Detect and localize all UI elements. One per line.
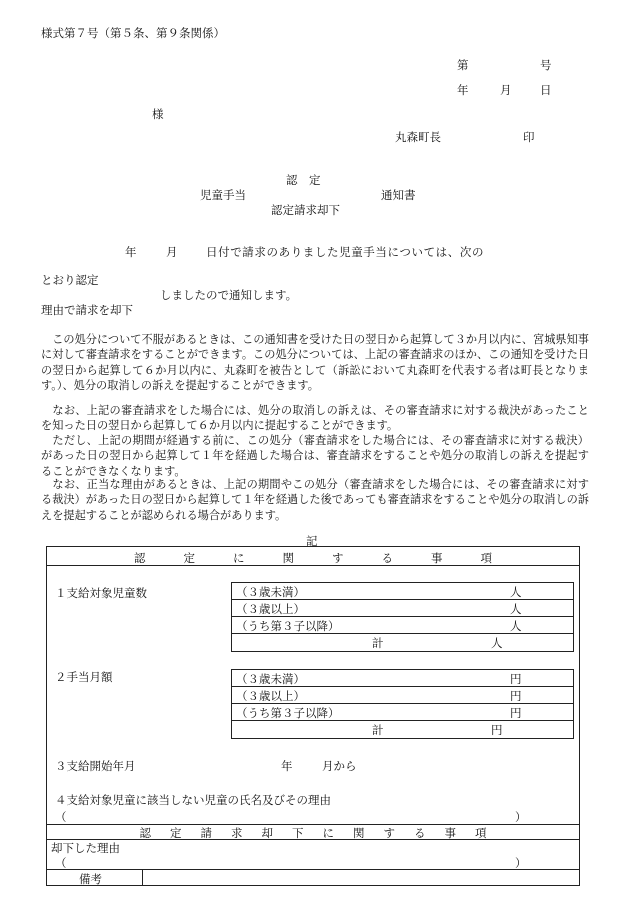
notice-paragraph: ただし、上記の期間が経過する前に、この処分（審査請求をした場合には、その審査請求に対する裁決）があった日の翌日から起算して１年を経過した場合は、審査請求をすることや処分の取消しの訴えを提起することができなくなります。 <box>41 434 589 478</box>
intro-text: 日付で請求のありました児童手当については、次の <box>206 245 485 259</box>
form-number: 様式第７号（第５条、第９条関係） <box>41 26 225 40</box>
intro-option-reject: 理由で請求を却下 <box>41 303 133 317</box>
title-prefix: 児童手当 <box>200 188 246 202</box>
header-char: る <box>381 551 393 565</box>
addressee-suffix: 様 <box>152 107 164 121</box>
header-char: 認 <box>139 826 151 840</box>
intro-month: 月 <box>166 245 178 259</box>
amount-total-label: 計 <box>372 723 384 737</box>
children-row-label: （３歳以上） <box>236 602 305 616</box>
header-char: す <box>383 826 395 840</box>
seal-mark: 印 <box>523 130 535 144</box>
title-approval: 認 定 <box>286 173 321 187</box>
paren-close: ） <box>515 810 527 824</box>
paren-open: （ <box>55 810 67 824</box>
amount-row-unit: 円 <box>510 672 522 686</box>
number-label: 第 <box>457 58 469 72</box>
intro-continuation: しましたので通知します。 <box>160 288 298 302</box>
header-char: る <box>414 826 426 840</box>
approval-section-header <box>47 550 579 566</box>
header-char: 項 <box>475 826 487 840</box>
children-count-label: １支給対象児童数 <box>55 586 147 600</box>
amount-row-label: （うち第３子以降） <box>236 706 340 720</box>
header-char: 認 <box>134 551 146 565</box>
header-char: す <box>332 551 344 565</box>
details-table <box>46 546 580 886</box>
amount-total-unit: 円 <box>491 723 503 737</box>
notice-paragraph: なお、正当な理由があるときは、上記の期間やこの処分（審査請求をした場合には、その審査請求に対する裁決）があった日の翌日から起算して１年を経過した後であっても審査請求をすることや処分の取消しの訴えを提起することが認められる場合があります。 <box>41 478 589 522</box>
title-rejection: 認定請求却下 <box>271 203 340 217</box>
amount-row-unit: 円 <box>510 689 522 703</box>
issuer: 丸森町長 <box>395 130 441 144</box>
children-row-unit: 人 <box>510 602 522 616</box>
children-row-unit: 人 <box>510 619 522 633</box>
children-row-label: （３歳未満） <box>236 585 305 599</box>
amount-row-label: （３歳未満） <box>236 672 305 686</box>
start-year: 年 <box>281 759 293 773</box>
header-char: 関 <box>353 826 365 840</box>
date-year: 年 <box>457 83 469 97</box>
header-char: 定 <box>170 826 182 840</box>
children-total-label: 計 <box>372 636 384 650</box>
header-char: 事 <box>444 826 456 840</box>
notice-paragraph: この処分について不服があるときは、この通知書を受けた日の翌日から起算して３か月以内に、宮城県知事に対して審査請求をすることができます。この処分については、上記の審査請求のほか、この通知を受けた日の翌日から起算して６か月以内に、丸森町を被告として（訴訟において丸森町を代表する者は町長となります。）、処分の取消しの訴えを提起することができます。 <box>41 333 589 393</box>
ki-label: 記 <box>306 534 318 548</box>
date-day: 日 <box>540 83 552 97</box>
paren-open: （ <box>55 856 67 870</box>
start-month-label: ３支給開始年月 <box>55 759 136 773</box>
amount-row-label: （３歳以上） <box>236 689 305 703</box>
title-suffix: 通知書 <box>381 188 416 202</box>
paren-close: ） <box>515 856 527 870</box>
header-char: 却 <box>261 826 273 840</box>
date-month: 月 <box>500 83 512 97</box>
amount-row-unit: 円 <box>510 706 522 720</box>
notice-paragraph: なお、上記の審査請求をした場合には、処分の取消しの訴えは、その審査請求に対する裁決があったことを知った日の翌日から起算して６か月以内に提起することができます。 <box>41 404 589 433</box>
monthly-amount-box <box>231 669 574 739</box>
rejection-reason-label: 却下した理由 <box>51 841 120 855</box>
header-char: 項 <box>480 551 492 565</box>
header-char: 下 <box>292 826 304 840</box>
header-char: 求 <box>231 826 243 840</box>
intro-option-approve: とおり認定 <box>41 273 99 287</box>
start-month: 月から <box>322 759 357 773</box>
children-count-box <box>231 582 574 652</box>
children-row-label: （うち第３子以降） <box>236 619 340 633</box>
intro-year: 年 <box>125 245 137 259</box>
monthly-amount-label: ２手当月額 <box>55 670 113 684</box>
ineligible-children-label: ４支給対象児童に該当しない児童の氏名及びその理由 <box>55 793 331 807</box>
header-char: に <box>322 826 334 840</box>
header-char: に <box>233 551 245 565</box>
remarks-label: 備考 <box>79 872 102 886</box>
header-char: 事 <box>431 551 443 565</box>
children-total-unit: 人 <box>491 636 503 650</box>
header-char: 定 <box>183 551 195 565</box>
number-suffix: 号 <box>540 58 552 72</box>
header-char: 請 <box>200 826 212 840</box>
header-char: 関 <box>282 551 294 565</box>
children-row-unit: 人 <box>510 585 522 599</box>
